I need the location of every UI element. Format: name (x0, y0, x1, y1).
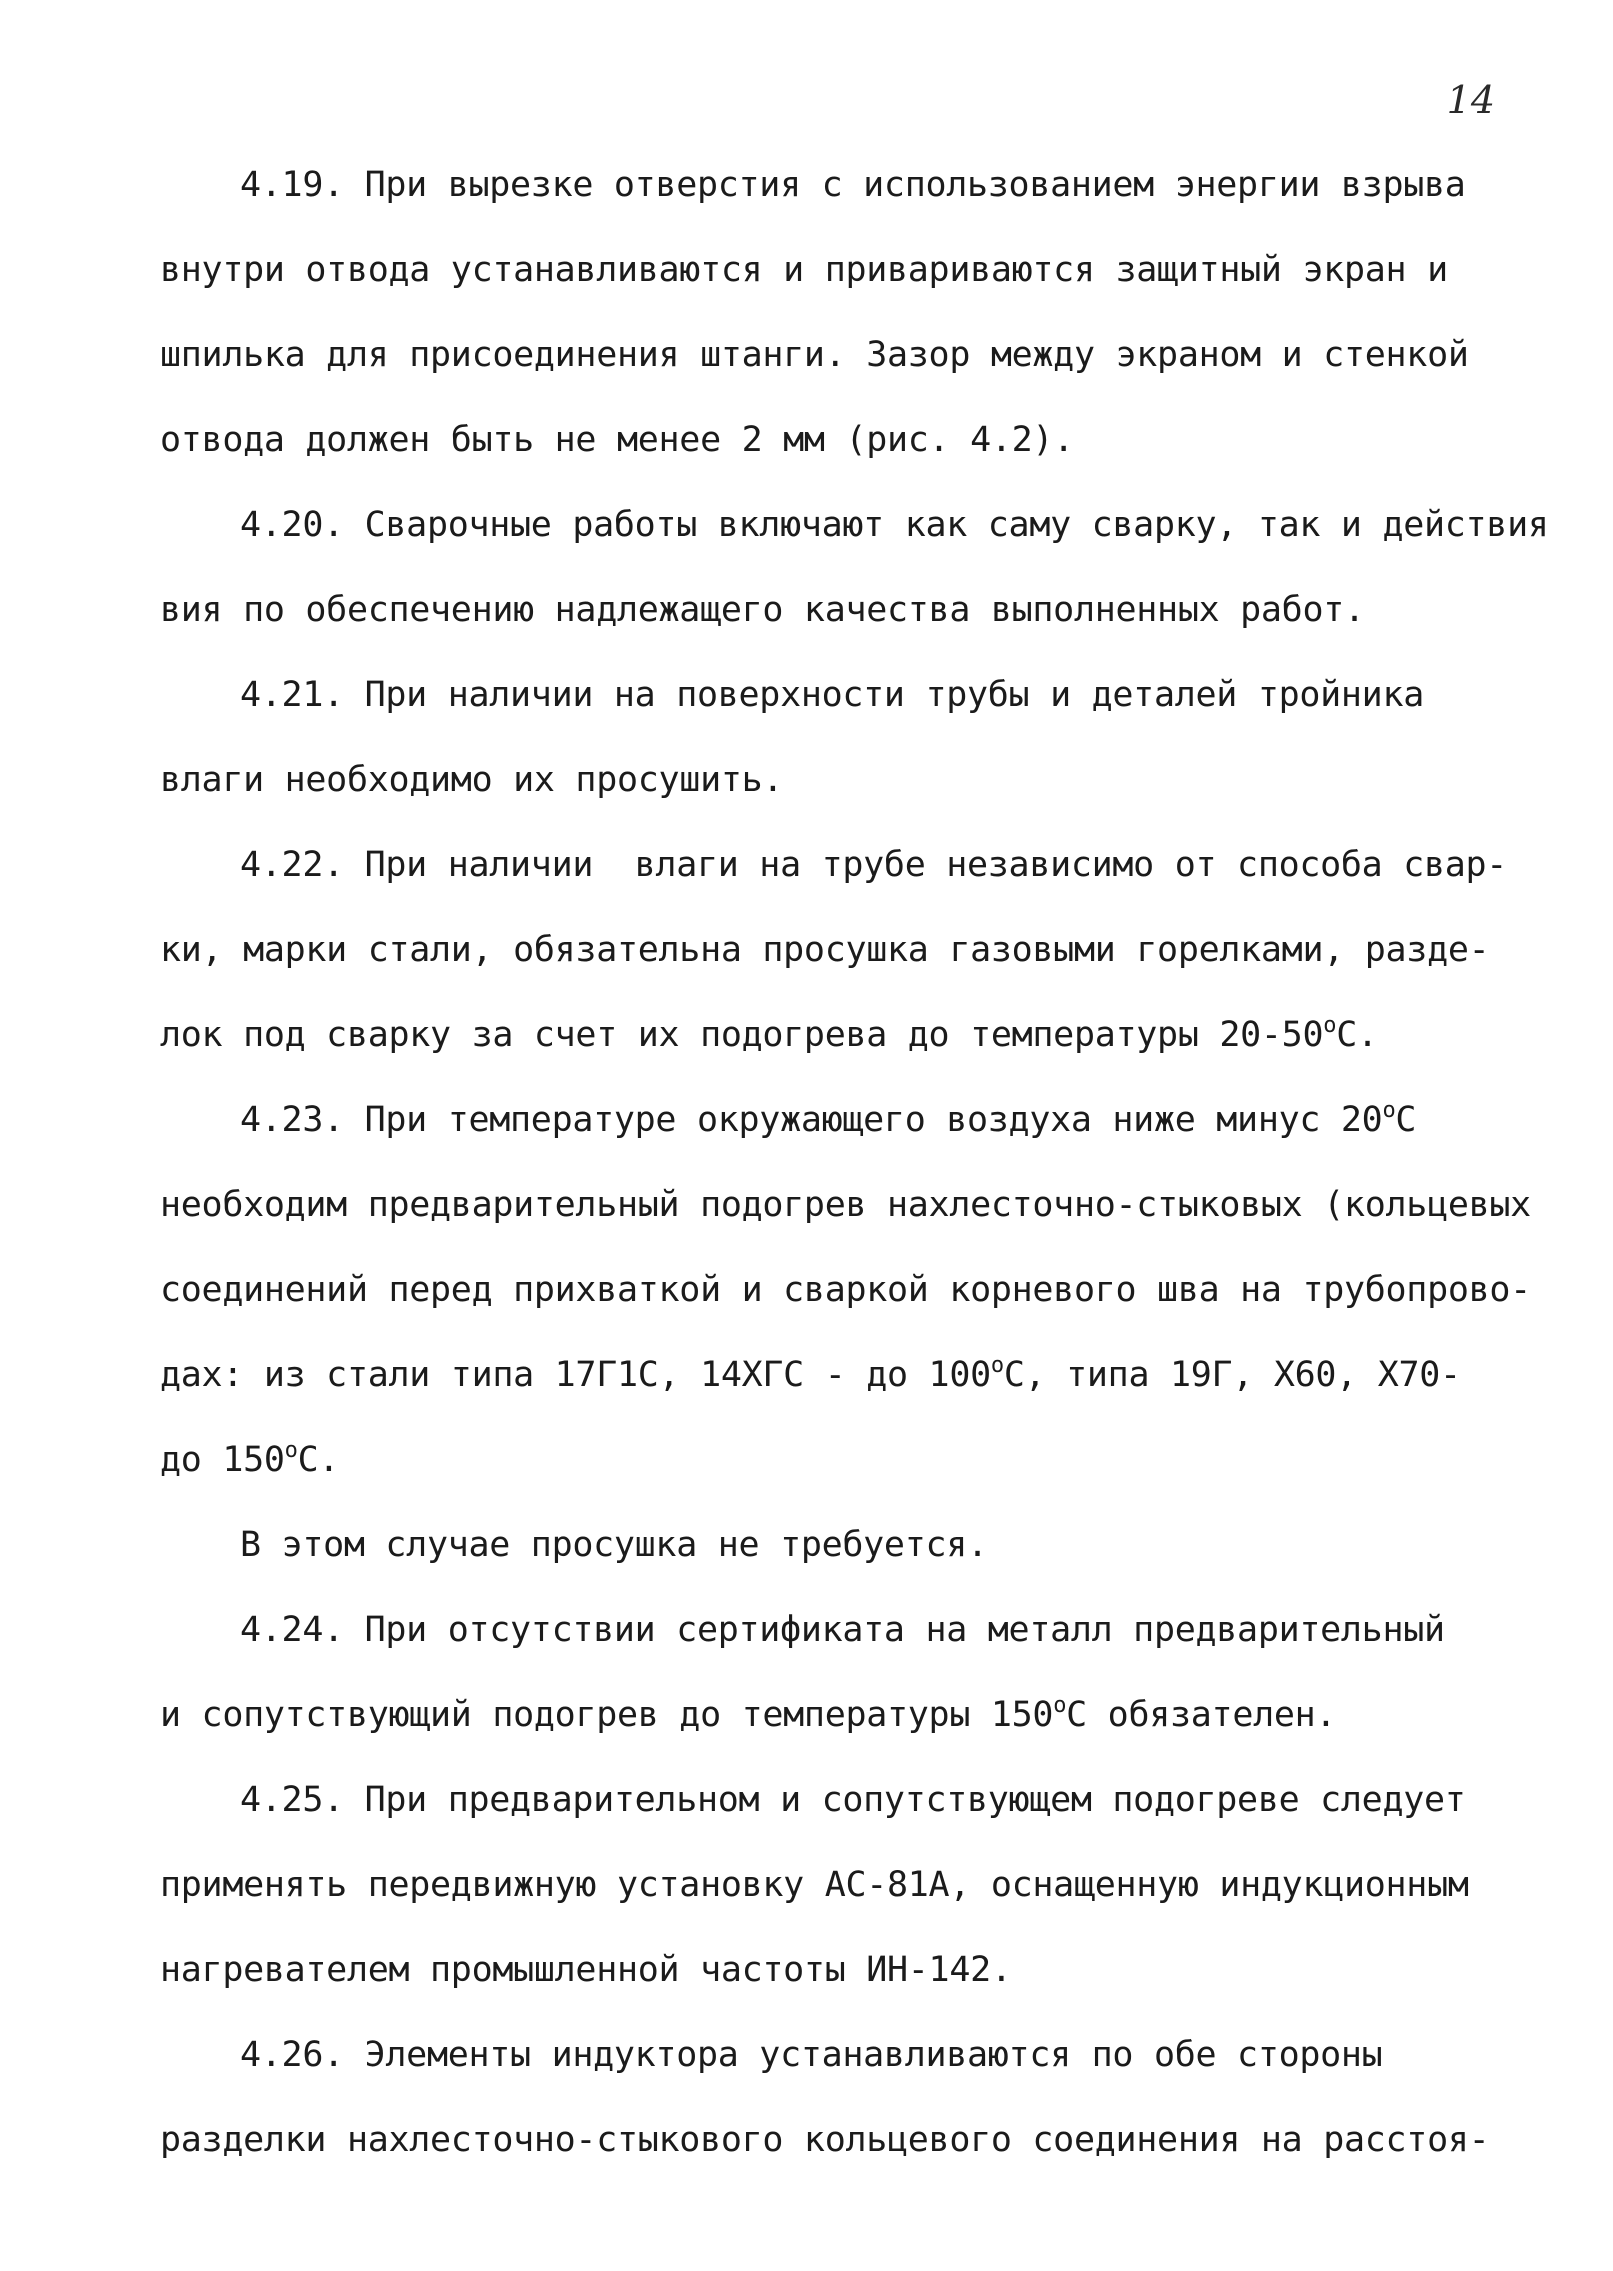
text-line: отвода должен быть не менее 2 мм (рис. 4.2). (160, 420, 1074, 460)
page-number: 14 (1446, 78, 1495, 122)
text-line: применять передвижную установку АС-81А, оснащенную индукционным (160, 1865, 1469, 1905)
text-line: 4.23. При температуре окружающего воздуха ниже минус 20$^o$C (240, 1098, 1417, 1140)
degree-mark: o (284, 1438, 298, 1463)
text-line: необходим предварительный подогрев нахлесточно-стыковых (кольцевых (160, 1185, 1531, 1225)
text-line: и сопутствующий подогрев до температуры 150$^o$C обязателен. (160, 1693, 1337, 1735)
text-line: разделки нахлесточно-стыкового кольцевого соединения на расстоя- (160, 2120, 1490, 2160)
text-line: 4.22. При наличии влаги на трубе независимо от способа свар- (240, 845, 1508, 885)
text-line: 4.24. При отсутствии сертификата на металл предварительный (240, 1610, 1445, 1650)
text-line: 4.19. При вырезке отверстия с использованием энергии взрыва (240, 165, 1466, 205)
text-line: вия по обеспечению надлежащего качества выполненных работ. (160, 590, 1365, 630)
text-line: 4.20. Сварочные работы включают как саму сварку, так и действия (240, 505, 1549, 545)
degree-mark: o (990, 1353, 1004, 1378)
text-line: влаги необходимо их просушить. (160, 760, 784, 800)
text-line: внутри отвода устанавливаются и привариваются защитный экран и (160, 250, 1448, 290)
text-line: дах: из стали типа 17Г1С, 14ХГС - до 100$^o$C, типа 19Г, Х60, Х70- (160, 1353, 1461, 1395)
text-line: В этом случае просушка не требуется. (240, 1525, 988, 1565)
text-line: 4.21. При наличии на поверхности трубы и деталей тройника (240, 675, 1424, 715)
text-line: 4.26. Элементы индуктора устанавливаются по обе стороны (240, 2035, 1383, 2075)
text-line: соединений перед прихваткой и сваркой корневого шва на трубопрово- (160, 1270, 1531, 1310)
degree-mark: o (1053, 1693, 1067, 1718)
text-line: нагревателем промышленной частоты ИН-142. (160, 1950, 1012, 1990)
degree-mark: o (1323, 1013, 1337, 1038)
text-line: лок под сварку за счет их подогрева до температуры 20-50$^o$C. (160, 1013, 1378, 1055)
text-line: ки, марки стали, обязательна просушка газовыми горелками, разде- (160, 930, 1490, 970)
text-line: шпилька для присоединения штанги. Зазор между экраном и стенкой (160, 335, 1469, 375)
text-line: до 150$^o$C. (160, 1438, 340, 1480)
degree-mark: o (1382, 1098, 1396, 1123)
text-line: 4.25. При предварительном и сопутствующем подогреве следует (240, 1780, 1466, 1820)
